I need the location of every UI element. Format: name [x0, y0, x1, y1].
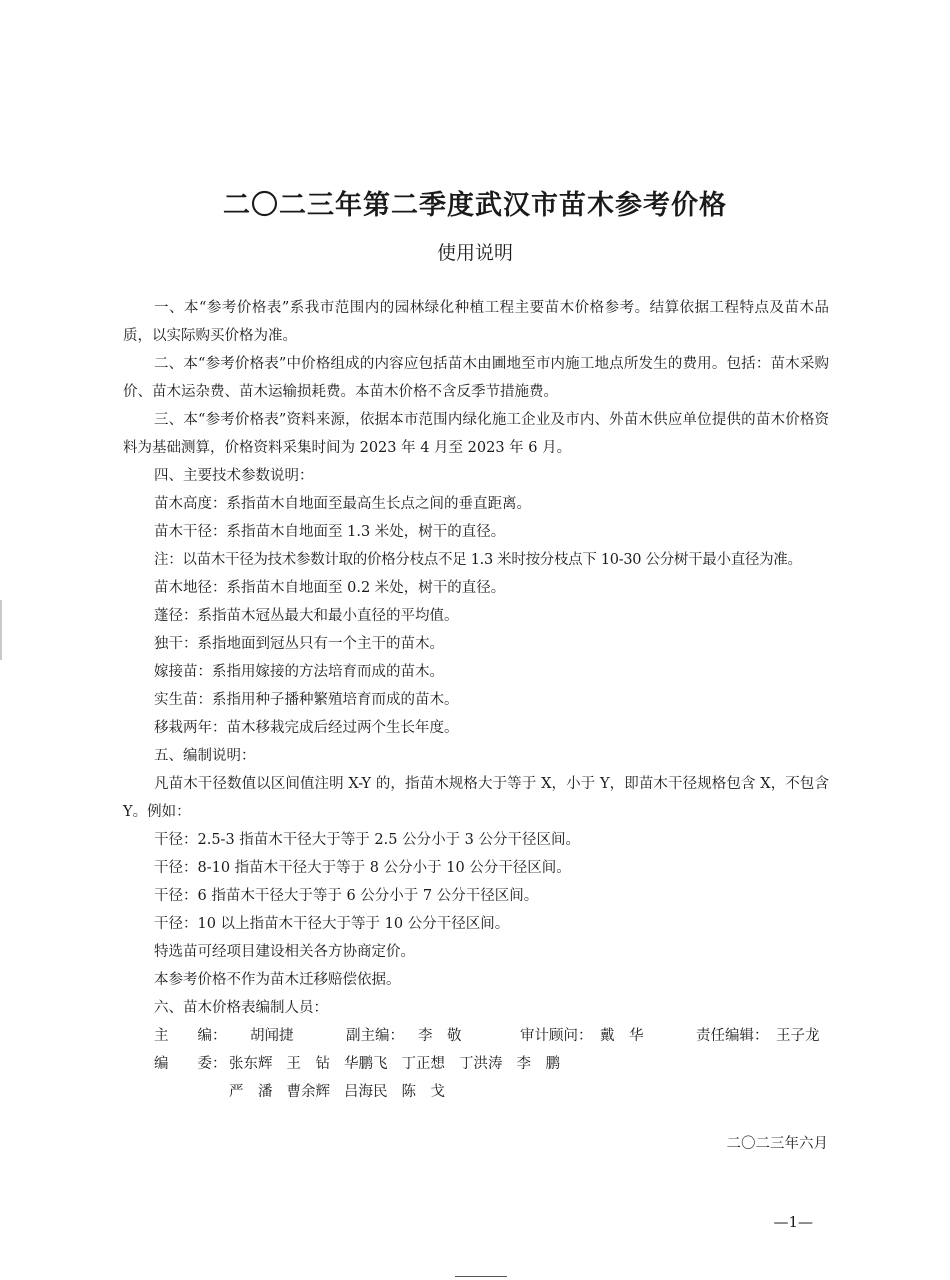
auditor-label: 审计顾问：: [520, 1028, 593, 1044]
section-heading-6: 六、苗木价格表编制人员：: [154, 1000, 328, 1016]
committee-member: 严 潘: [229, 1084, 273, 1100]
definition-single-trunk: 独干：系指地面到冠丛只有一个主干的苗木。: [154, 636, 444, 652]
definition-grafted: 嫁接苗：系指用嫁接的方法培育而成的苗木。: [154, 664, 444, 680]
definition-transplanted: 移栽两年：苗木移栽完成后经过两个生长年度。: [154, 720, 459, 736]
example-6: 干径：6 指苗木干径大于等于 6 公分小于 7 公分干径区间。: [154, 888, 539, 904]
committee-member: 吕海民: [344, 1084, 388, 1100]
paragraph-2: 二、本“参考价格表”中价格组成的内容应包括苗木由圃地至市内施工地点所发生的费用。包括：苗木采购价、苗木运杂费、苗木运输损耗费。本苗木价格不含反季节措施费。: [123, 356, 829, 400]
responsible-editor-name: 王子龙: [776, 1028, 820, 1044]
committee-member: 陈 戈: [401, 1084, 445, 1100]
paragraph-1: 一、本“参考价格表”系我市范围内的园林绿化种植工程主要苗木价格参考。结算依据工程特点及苗木品质，以实际购买价格为准。: [123, 300, 829, 344]
chief-editor-label: 主 编：: [154, 1028, 227, 1044]
staff-row-committee: [123, 1050, 829, 1078]
committee-member: 曹余辉: [286, 1084, 330, 1100]
page-title: 二〇二三年第二季度武汉市苗木参考价格: [223, 190, 727, 221]
deputy-editor-label: 副主编：: [346, 1028, 404, 1044]
page-number: —1—: [773, 1213, 813, 1231]
committee-member: 王 钻: [286, 1056, 330, 1072]
committee-member: 华鹏飞: [344, 1056, 388, 1072]
deputy-editor-name: 李 敬: [418, 1028, 462, 1044]
note-branch-point: 注：以苗木干径为技术参数计取的价格分枝点不足 1.3 米时按分枝点下 10-30 公分树干最小直径为准。: [154, 552, 802, 568]
committee-member: 丁洪涛: [459, 1056, 503, 1072]
document-date: 二〇二三年六月: [726, 1136, 828, 1152]
chief-editor-name: 胡闻捷: [250, 1028, 294, 1044]
document-body: [123, 294, 829, 1106]
staff-row-committee-2: [123, 1078, 829, 1106]
example-2-5-3: 干径：2.5-3 指苗木干径大于等于 2.5 公分小于 3 公分干径区间。: [154, 832, 581, 848]
example-10-plus: 干径：10 以上指苗木干径大于等于 10 公分干径区间。: [154, 916, 510, 932]
committee-label: 编 委：: [154, 1056, 227, 1072]
committee-member: 李 鹏: [516, 1056, 560, 1072]
compensation-note: 本参考价格不作为苗木迁移赔偿依据。: [154, 972, 401, 988]
interval-explanation: 凡苗木干径数值以区间值注明 X-Y 的，指苗木规格大于等于 X，小于 Y，即苗木干径规格包含 X，不包含 Y。例如：: [123, 776, 829, 820]
definition-ground-diameter: 苗木地径：系指苗木自地面至 0.2 米处，树干的直径。: [154, 580, 506, 596]
committee-member: 张东辉: [229, 1056, 273, 1072]
definition-height: 苗木高度：系指苗木自地面至最高生长点之间的垂直距离。: [154, 496, 531, 512]
scan-bottom-mark: [455, 1276, 507, 1277]
example-8-10: 干径：8-10 指苗木干径大于等于 8 公分小于 10 公分干径区间。: [154, 860, 571, 876]
special-selection-note: 特选苗可经项目建设相关各方协商定价。: [154, 944, 415, 960]
auditor-name: 戴 华: [600, 1028, 644, 1044]
page-subtitle: 使用说明: [436, 242, 513, 264]
responsible-editor-label: 责任编辑：: [696, 1028, 769, 1044]
definition-crown-diameter: 蓬径：系指苗木冠丛最大和最小直径的平均值。: [154, 608, 459, 624]
scan-edge-mark: [0, 600, 2, 660]
paragraph-3: 三、本“参考价格表”资料来源，依据本市范围内绿化施工企业及市内、外苗木供应单位提供的苗木价格资料为基础测算，价格资料采集时间为 2023 年 4 月至 2023 年 6 月。: [123, 412, 829, 456]
definition-trunk-diameter: 苗木干径：系指苗木自地面至 1.3 米处，树干的直径。: [154, 524, 506, 540]
section-heading-5: 五、编制说明：: [154, 748, 256, 764]
section-heading-4: 四、主要技术参数说明：: [154, 468, 314, 484]
definition-seedling: 实生苗：系指用种子播种繁殖培育而成的苗木。: [154, 692, 459, 708]
committee-member: 丁正想: [401, 1056, 445, 1072]
staff-row-leaders: [123, 1022, 829, 1050]
